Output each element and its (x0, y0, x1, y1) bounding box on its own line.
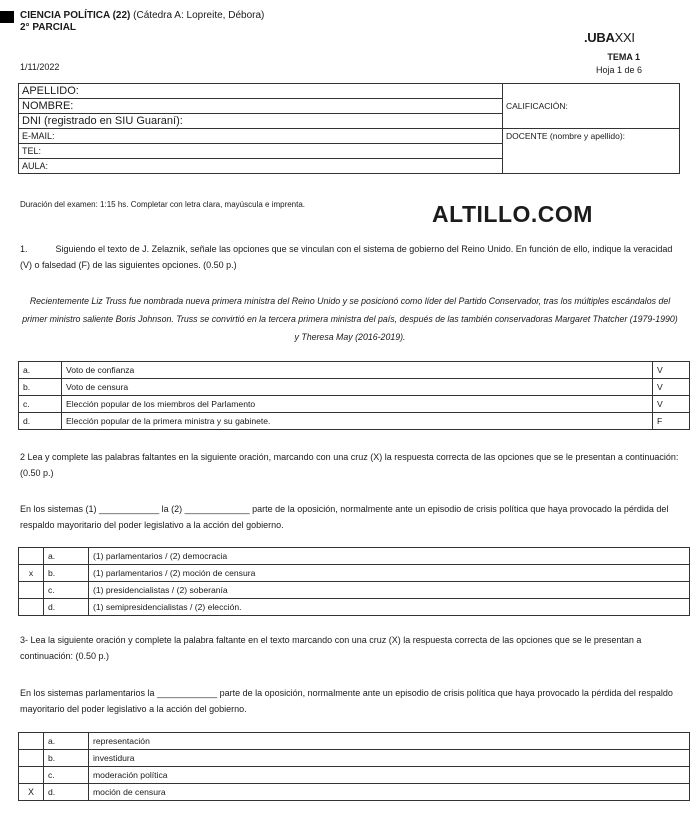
mark-cell[interactable] (19, 767, 44, 784)
mark-cell[interactable] (19, 548, 44, 565)
course-header (20, 10, 264, 34)
question-1-body: Siguiendo el texto de J. Zelaznik, señale las opciones que se vinculan con el sistema de gobierno del Reino Unido. En función de ello, indique la veracidad (V) o falsedad (F) de las siguientes opciones. (0.50 p.) (20, 244, 673, 270)
apellido-field[interactable]: APELLIDO: (19, 84, 503, 99)
mark-cell[interactable] (19, 599, 44, 616)
calificacion-field: CALIFICACIÓN: (503, 84, 680, 129)
option-letter: a. (44, 548, 89, 565)
watermark: ALTILLO.COM (432, 201, 593, 227)
answer-cell[interactable]: V (653, 379, 690, 396)
option-letter: c. (19, 396, 62, 413)
question-3-sentence: En los sistemas parlamentarios la ____________ parte de la oposición, normalmente ante un episodio de crisis política que haya provocado la pérdida del respaldo mayoritario del poder legislativo a la acción del gobierno. (20, 688, 673, 714)
option-row (19, 362, 690, 379)
aula-field[interactable]: AULA: (19, 159, 503, 174)
option-letter: d. (19, 413, 62, 430)
option-row (19, 784, 690, 801)
option-text: moción de censura (89, 784, 690, 801)
mark-cell[interactable]: x (19, 565, 44, 582)
option-text: (1) parlamentarios / (2) moción de censura (89, 565, 690, 582)
question-2-options (18, 547, 690, 616)
question-1-quote: Recientemente Liz Truss fue nombrada nueva primera ministra del Reino Unido y se posicionó como líder del Partido Conservador, tras los múltiples escándalos del primer ministro saliente Boris Johnson. Truss se convirtió en la tercera primera ministra del país, después de las también conservadoras Margaret Thatcher (1979-1990) y Theresa May (2016-2019). (22, 296, 678, 342)
option-text: Elección popular de los miembros del Parlamento (62, 396, 653, 413)
option-letter: b. (19, 379, 62, 396)
option-text: investidura (89, 750, 690, 767)
option-letter: d. (44, 599, 89, 616)
uba-logo-sub: XXI (614, 30, 635, 45)
option-letter: b. (44, 750, 89, 767)
option-row (19, 750, 690, 767)
question-2-sentence: En los sistemas (1) ____________ la (2) _____________ parte de la oposición, normalmente ante un episodio de crisis política que haya provocado la pérdida del respaldo mayoritario del poder legislativo a la acción del gobierno. (20, 504, 669, 530)
option-text: (1) semipresidencialistas / (2) elección. (89, 599, 690, 616)
question-1-options (18, 361, 690, 430)
mark-cell[interactable]: X (19, 784, 44, 801)
question-3-text: 3- Lea la siguiente oración y complete la palabra faltante en el texto marcando con una cruz (X) la respuesta correcta de las opciones que se le presentan a continuación: (0.50 p.) (20, 635, 642, 661)
question-1-number: 1. (20, 244, 28, 254)
answer-cell[interactable]: V (653, 396, 690, 413)
answer-cell[interactable]: F (653, 413, 690, 430)
option-row (19, 548, 690, 565)
uba-logo (584, 30, 635, 45)
option-row (19, 582, 690, 599)
exam-date: 1/11/2022 (20, 62, 60, 72)
redaction-mark (0, 11, 14, 23)
question-3-options (18, 732, 690, 801)
option-letter: c. (44, 767, 89, 784)
option-row (19, 396, 690, 413)
option-letter: a. (19, 362, 62, 379)
option-row (19, 767, 690, 784)
option-text: Voto de confianza (62, 362, 653, 379)
docente-field: DOCENTE (nombre y apellido): (503, 129, 680, 174)
mark-cell[interactable] (19, 750, 44, 767)
option-row (19, 565, 690, 582)
option-letter: b. (44, 565, 89, 582)
student-info-table (18, 83, 680, 174)
option-letter: d. (44, 784, 89, 801)
catedra: (Cátedra A: Lopreite, Débora) (133, 10, 265, 21)
answer-cell[interactable]: V (653, 362, 690, 379)
course-title: CIENCIA POLÍTICA (22) (20, 10, 131, 21)
option-row (19, 733, 690, 750)
uba-logo-main: .UBA (584, 30, 615, 45)
option-row (19, 413, 690, 430)
option-row (19, 599, 690, 616)
option-text: Elección popular de la primera ministra y su gabinete. (62, 413, 653, 430)
option-text: (1) parlamentarios / (2) democracia (89, 548, 690, 565)
exam-title: 2° PARCIAL (20, 22, 77, 33)
option-letter: c. (44, 582, 89, 599)
option-text: (1) presidencialistas / (2) soberanía (89, 582, 690, 599)
option-row (19, 379, 690, 396)
page-indicator: Hoja 1 de 6 (595, 65, 642, 75)
option-letter: a. (44, 733, 89, 750)
dni-field[interactable]: DNI (registrado en SIU Guaraní): (19, 114, 503, 129)
option-text: moderación política (89, 767, 690, 784)
question-2-text: 2 Lea y complete las palabras faltantes en la siguiente oración, marcando con una cruz (X) la respuesta correcta de las opciones que se le presentan a continuación: (0.50 p.) (20, 452, 679, 478)
option-text: Voto de censura (62, 379, 653, 396)
email-field[interactable]: E-MAIL: (19, 129, 503, 144)
mark-cell[interactable] (19, 582, 44, 599)
nombre-field[interactable]: NOMBRE: (19, 99, 503, 114)
mark-cell[interactable] (19, 733, 44, 750)
tema-label: TEMA 1 (607, 52, 640, 62)
tel-field[interactable]: TEL: (19, 144, 503, 159)
option-text: representación (89, 733, 690, 750)
question-1-text (20, 241, 680, 273)
exam-duration-note: Duración del examen: 1:15 hs. Completar con letra clara, mayúscula e imprenta. (20, 200, 306, 209)
